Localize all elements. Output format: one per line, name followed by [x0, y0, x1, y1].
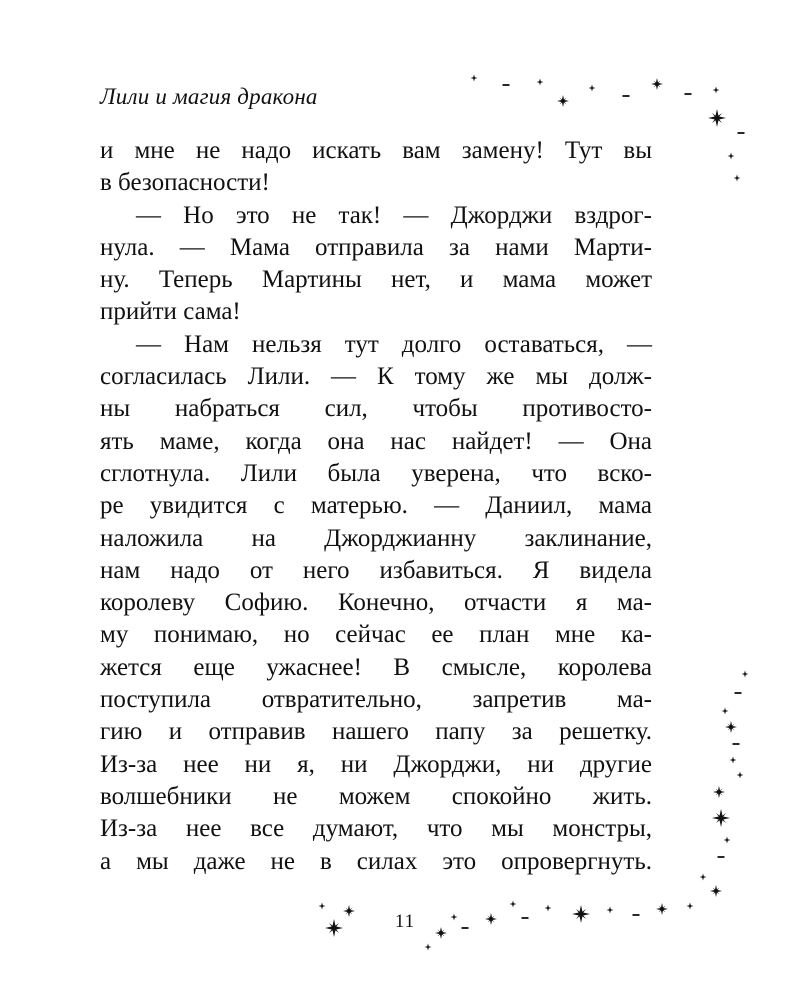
star-mark	[607, 907, 614, 914]
text-line: согласилась Лили. — К тому же мы долж-	[100, 363, 652, 391]
text-line: и мне не надо искать вам замену! Тут вы	[100, 137, 652, 164]
text-line: ре увидится с матерью. — Даниил, мама	[100, 492, 652, 520]
star-mark	[713, 87, 720, 94]
text-line: Из-за нее все думают, что мы монстры,	[100, 815, 652, 843]
star-mark	[737, 772, 744, 779]
text-line: ну. Теперь Мартины нет, и мама может	[100, 266, 652, 294]
star-mark	[735, 692, 742, 694]
star-mark	[700, 874, 707, 881]
star-mark	[725, 721, 737, 733]
text-line: наложила на Джорджианну заклинание,	[100, 524, 652, 552]
star-mark	[713, 786, 725, 798]
page-number: 11	[394, 911, 416, 932]
star-mark	[722, 708, 729, 715]
star-mark	[425, 944, 432, 951]
star-mark	[738, 132, 745, 134]
star-mark	[623, 95, 630, 97]
star-mark	[319, 903, 326, 910]
star-mark	[724, 837, 731, 844]
star-mark	[343, 905, 355, 917]
star-mark	[451, 914, 458, 921]
text-line: сглотнула. Лили была уверена, что вско-	[100, 459, 652, 487]
star-mark	[557, 95, 569, 107]
star-mark	[572, 905, 590, 923]
running-head-title: Лили и магия дракона	[100, 84, 318, 109]
text-line: ять маме, когда она нас найдет! — Она	[100, 427, 652, 455]
star-mark	[589, 85, 596, 92]
text-line: прийти сама!	[100, 298, 241, 326]
text-line: — Но это не так! — Джорджи вздрог-	[136, 201, 652, 229]
star-mark	[733, 743, 740, 745]
star-mark	[742, 671, 749, 678]
star-mark	[712, 809, 730, 827]
star-mark	[325, 919, 343, 937]
text-line: нам надо от него избавиться. Я видела	[100, 556, 652, 584]
star-mark	[545, 905, 552, 912]
text-line: королеву Софию. Конечно, отчасти я ма-	[100, 589, 652, 617]
text-line: гию и отправив нашего папу за решетку.	[100, 718, 652, 746]
star-mark	[435, 927, 447, 939]
star-mark	[522, 917, 529, 919]
star-mark	[651, 78, 663, 90]
text-line: — Нам нельзя тут долго оставаться, —	[136, 330, 652, 358]
text-line: нула. — Мама отправила за нами Марти-	[100, 233, 652, 261]
star-mark	[728, 153, 735, 160]
star-mark	[708, 109, 726, 127]
text-line: жется еще ужаснее! В смысле, королева	[100, 653, 652, 681]
star-mark	[471, 75, 478, 82]
star-mark	[730, 757, 737, 764]
star-mark	[503, 84, 510, 86]
text-line: волшебники не можем спокойно жить.	[100, 782, 652, 810]
star-mark	[537, 79, 544, 86]
star-mark	[687, 903, 694, 910]
star-mark	[734, 175, 741, 182]
star-mark	[485, 913, 497, 925]
text-line: а мы даже не в силах это опровергнуть.	[100, 847, 652, 875]
star-mark	[710, 885, 722, 897]
text-line: Из-за нее ни я, ни Джорджи, ни другие	[100, 750, 652, 778]
text-line: му понимаю, но сейчас ее план мне ка-	[100, 621, 652, 649]
star-mark	[633, 914, 640, 916]
star-mark	[718, 856, 725, 858]
text-line: поступила отвратительно, запретив ма-	[100, 686, 652, 714]
star-mark	[685, 93, 692, 95]
star-mark	[462, 927, 469, 929]
star-mark	[510, 901, 517, 908]
text-line: ны набраться сил, чтобы противосто-	[100, 395, 652, 423]
star-mark	[656, 903, 668, 915]
text-line: в безопасности!	[100, 169, 270, 197]
